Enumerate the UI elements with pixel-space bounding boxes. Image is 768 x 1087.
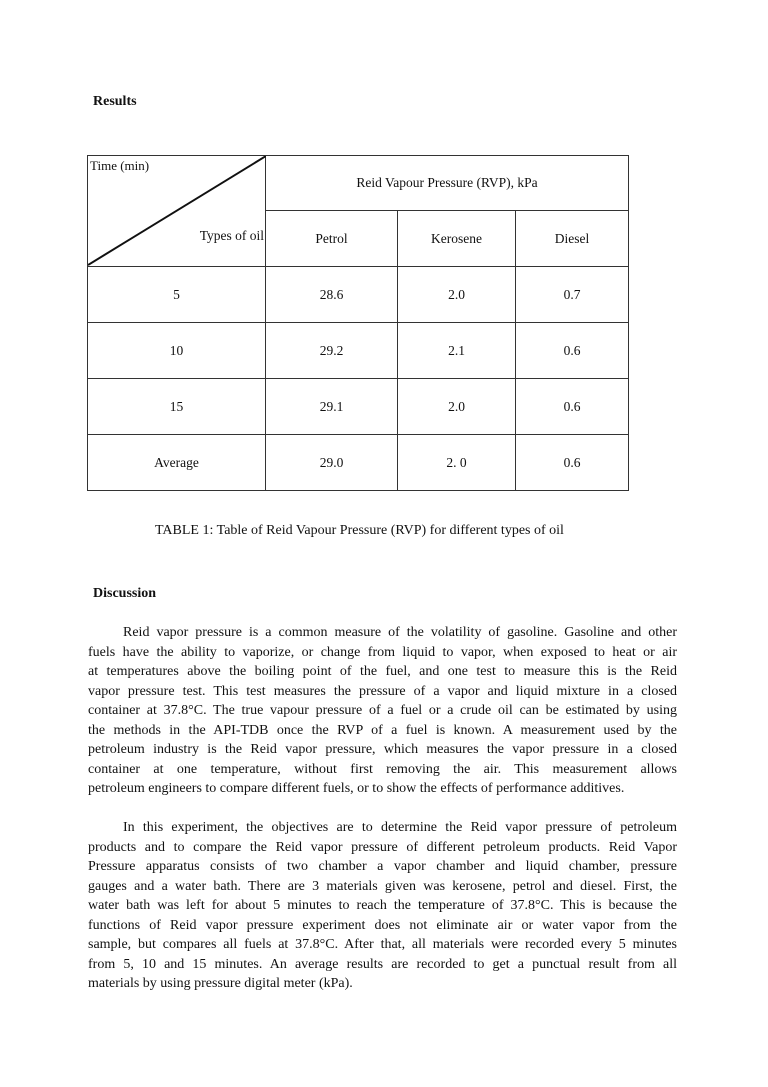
cell: 29.0 [266, 435, 398, 491]
text-line: products and to compare the Reid vapor pressure of different petroleum products. Reid Vapor [88, 839, 677, 855]
cell: 0.6 [516, 435, 629, 491]
cell: 29.1 [266, 379, 398, 435]
cell: 2. 0 [398, 435, 516, 491]
table-row [88, 435, 629, 491]
discussion-paragraph-1 [88, 623, 677, 799]
cell: 0.7 [516, 267, 629, 323]
text-line: container at 37.8°C. The true vapour pressure of a fuel or a crude oil can be estimated by using [88, 703, 677, 718]
cell: 2.1 [398, 323, 516, 379]
table-row [88, 379, 629, 435]
text-line: the methods in the API-TDB once the RVP of a fuel is known. A measurement used by the [88, 722, 677, 738]
text-line: Pressure apparatus consists of two chamber a vapor chamber and liquid chamber, pressure [88, 859, 677, 874]
cell: 2.0 [398, 379, 516, 435]
rvp-table [87, 155, 629, 491]
text-line: petroleum engineers to compare different fuels, or to show the effects of performance additives. [88, 781, 625, 796]
text-line: container at one temperature, without first removing the air. This measurement allows [88, 761, 677, 777]
text-line: Reid vapor pressure is a common measure of the volatility of gasoline. Gasoline and other [123, 625, 677, 640]
discussion-paragraph-2 [88, 818, 677, 994]
text-line: vapor pressure test. This test measures the pressure of a vapor and liquid mixture in a closed [88, 683, 677, 699]
group-header: Reid Vapour Pressure (RVP), kPa [266, 156, 629, 211]
time-label: Time (min) [90, 158, 150, 173]
table-row [88, 323, 629, 379]
text-line: petroleum industry is the Reid vapor pressure, which measures the vapor pressure in a closed [88, 742, 677, 757]
row-label: 15 [88, 379, 266, 435]
table-caption: TABLE 1: Table of Reid Vapour Pressure (RVP) for different types of oil [155, 523, 564, 538]
text-line: from 5, 10 and 15 minutes. An average results are recorded to get a punctual result from all [88, 956, 677, 972]
text-line: gauges and a water bath. There are 3 materials given was kerosene, petrol and diesel. First, the [88, 878, 677, 894]
row-label: Average [88, 435, 266, 491]
text-line: functions of Reid vapor pressure experiment does not eliminate air or water vapor from the [88, 917, 677, 933]
col-header-kerosene: Kerosene [398, 211, 516, 267]
types-of-oil-label: Types of oil [199, 228, 264, 243]
cell: 29.2 [266, 323, 398, 379]
col-header-diesel: Diesel [516, 211, 629, 267]
results-heading: Results [93, 94, 137, 109]
text-line: In this experiment, the objectives are to determine the Reid vapor pressure of petroleum [123, 820, 677, 835]
text-line: water bath was left for about 5 minutes to reach the temperature of 37.8°C. This is because the [88, 898, 677, 913]
cell: 0.6 [516, 323, 629, 379]
text-line: fuels have the ability to vaporize, or change from liquid to vapor, when exposed to heat or air [88, 644, 677, 660]
table-row [88, 267, 629, 323]
cell: 2.0 [398, 267, 516, 323]
text-line: materials by using pressure digital meter (kPa). [88, 976, 353, 991]
col-header-petrol: Petrol [266, 211, 398, 267]
cell: 28.6 [266, 267, 398, 323]
text-line: sample, but compares all fuels at 37.8°C. After that, all materials were recorded every 5 minutes [88, 937, 677, 952]
corner-header-cell [88, 156, 266, 267]
cell: 0.6 [516, 379, 629, 435]
discussion-heading: Discussion [93, 586, 157, 601]
row-label: 5 [88, 267, 266, 323]
text-line: at temperatures above the boiling point of the fuel, and one test to measure this is the Reid [88, 664, 677, 679]
row-label: 10 [88, 323, 266, 379]
